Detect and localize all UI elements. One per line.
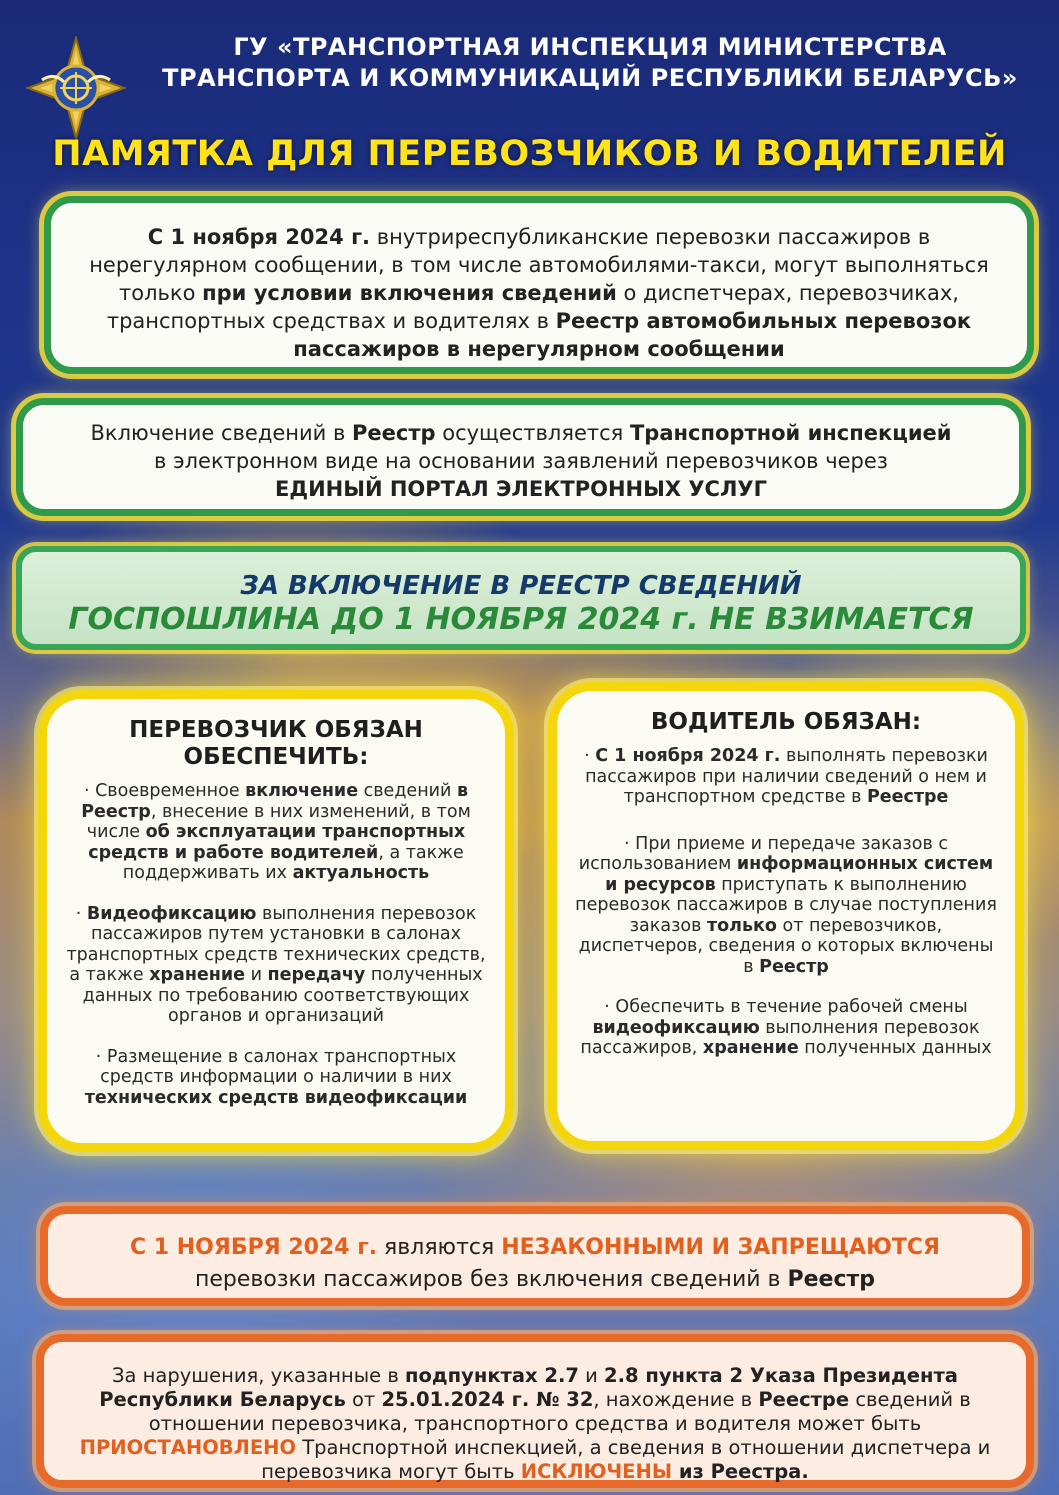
carrier-obligations-title: ПЕРЕВОЗЧИК ОБЯЗАН ОБЕСПЕЧИТЬ: (129, 717, 423, 770)
text: осуществляется (435, 421, 630, 445)
text: выполнять перевозки пассажиров при наличии сведений о нем и транспортном средстве в (585, 746, 988, 807)
bold-text: Реестре (758, 1388, 850, 1411)
violations-box (36, 1334, 1034, 1488)
bold-text: только (706, 915, 777, 936)
bold-text: 2.8 пункта 2 Указа Президента Республики Беларусь (99, 1364, 958, 1411)
prohibition-line1 (68, 1232, 1002, 1264)
text: , нахождение в (593, 1388, 759, 1411)
text: · (584, 746, 596, 766)
driver-obligations-box (548, 682, 1024, 1150)
registry-name: Реестр автомобильных перевозок пассажиров в нерегулярном сообщении (293, 309, 972, 361)
bold-text: хранение (702, 1038, 799, 1058)
bold-text: в Реестр (81, 781, 469, 822)
text: · Обеспечить в течение рабочей смены (604, 997, 968, 1017)
text: сведений (358, 781, 457, 801)
bold-text: технических средств видеофиксации (84, 1087, 468, 1108)
registry-word: Реестр (787, 1267, 876, 1292)
inspection-name: Транспортной инспекцией (629, 421, 952, 445)
suspended-highlight: ПРИОСТАНОВЛЕНО (79, 1436, 297, 1459)
header (0, 18, 1059, 130)
prohibition-line2 (68, 1264, 1002, 1296)
bold-text: подпунктах 2.7 (405, 1364, 579, 1387)
bold-text: передачу (267, 965, 366, 985)
registry-word: Реестр (352, 421, 436, 445)
date-highlight: С 1 НОЯБРЯ 2024 г. (130, 1235, 378, 1260)
driver-obligation-item (571, 746, 1001, 808)
bold-text: видеофиксацию (592, 1017, 760, 1038)
text: внутриреспубликанские перевозки пассажиров в нерегулярном сообщении, в том числе автомобилями-такси, могут выполняться только (89, 225, 989, 305)
text: · При приеме и передаче заказов с использованием (578, 833, 948, 874)
condition-highlight: при условии включения сведений (202, 281, 617, 305)
text: Включение сведений в (90, 421, 353, 445)
organization-name-line2: ТРАНСПОРТА И КОММУНИКАЦИЙ РЕСПУБЛИКИ БЕЛАРУСЬ» (162, 64, 1018, 92)
text: , внесение в них изменений, в том числе (86, 801, 471, 842)
text: Транспортной инспекцией, а сведения в отношении диспетчера и перевозчика могут быть (261, 1436, 991, 1483)
carrier-obligation-item (61, 904, 491, 1027)
text: · Размещение в салонах транспортных средств информации о наличии в них (95, 1046, 457, 1087)
text: являются (377, 1235, 502, 1260)
text: · Своевременное (83, 781, 246, 801)
driver-obligation-item (571, 834, 1001, 978)
bold-text: С 1 ноября 2024 г. (595, 746, 781, 766)
carrier-obligation-item (61, 781, 491, 884)
portal-name-text: ЕДИНЫЙ ПОРТАЛ ЭЛЕКТРОННЫХ УСЛУГ (275, 477, 767, 501)
carrier-obligations-box (38, 690, 514, 1152)
winged-wheel-emblem-icon (24, 36, 128, 140)
driver-obligation-item (571, 997, 1001, 1059)
text: от перевозчиков, диспетчеров, сведения о которых включены в (578, 915, 994, 977)
bold-text: хранение (149, 965, 246, 985)
organization-name-line1: ГУ «ТРАНСПОРТНАЯ ИНСПЕКЦИЯ МИНИСТЕРСТВА (233, 33, 947, 61)
bold-text: из Реестра. (672, 1460, 809, 1483)
text: от (345, 1388, 382, 1411)
excluded-highlight: ИСКЛЮЧЕНЫ (520, 1460, 673, 1483)
portal-name (43, 475, 999, 503)
registry-inclusion-box (16, 398, 1026, 516)
bold-text: 25.01.2024 г. № 32 (381, 1388, 594, 1411)
line-2: в электронном виде на основании заявлений перевозчиков через (154, 449, 888, 473)
text: , а также поддерживать их (122, 842, 464, 883)
prohibition-box (40, 1206, 1030, 1306)
line-1 (43, 419, 999, 447)
date-highlight: С 1 ноября 2024 г. (147, 225, 371, 249)
bold-text: Видеофиксацию (86, 903, 257, 924)
bold-text: информационных систем и ресурсов (605, 854, 994, 895)
page-title: ПАМЯТКА ДЛЯ ПЕРЕВОЗЧИКОВ И ВОДИТЕЛЕЙ (52, 134, 1007, 174)
bold-text: Реестр (759, 956, 829, 977)
text: полученных данных по требованию соответствующих органов и организаций (82, 965, 483, 1026)
bold-text: актуальность (292, 863, 430, 883)
text: За нарушения, указанные в (112, 1364, 406, 1387)
text: о диспетчерах, перевозчиках, транспортных средствах и водителях в (106, 281, 959, 333)
text: и (245, 965, 268, 985)
text: и (578, 1364, 605, 1387)
prohibition-highlight: НЕЗАКОННЫМИ И ЗАПРЕЩАЮТСЯ (501, 1235, 940, 1260)
bold-text: Реестре (866, 787, 949, 807)
bold-text: включение (245, 781, 359, 801)
fee-notice-line2: ГОСПОШЛИНА ДО 1 НОЯБРЯ 2024 г. НЕ ВЗИМАЕТСЯ (68, 602, 974, 637)
text: приступать к выполнению перевозок пассажиров в случае поступления заказов (575, 874, 997, 936)
text: · (75, 903, 87, 924)
fee-notice-line1: ЗА ВКЛЮЧЕНИЕ В РЕЕСТР СВЕДЕНИЙ (240, 571, 802, 601)
registry-requirement-box (44, 196, 1034, 374)
text: выполнения перевозок пассажиров путем установки в салонах транспортных средств технических средств, а также (66, 903, 486, 985)
text: перевозки пассажиров без включения сведений в (194, 1267, 788, 1292)
organization-name (150, 32, 1030, 94)
text: полученных данных (798, 1038, 992, 1058)
carrier-obligation-item (61, 1047, 491, 1109)
text: выполнения перевозок пассажиров, (580, 1017, 980, 1058)
text: сведений в отношении перевозчика, транспортного средства и водителя может быть (148, 1388, 971, 1435)
bold-text: об эксплуатации транспортных средств и работе водителей (88, 822, 466, 863)
driver-obligations-title: ВОДИТЕЛЬ ОБЯЗАН: (650, 709, 922, 735)
fee-notice-box (16, 546, 1026, 650)
